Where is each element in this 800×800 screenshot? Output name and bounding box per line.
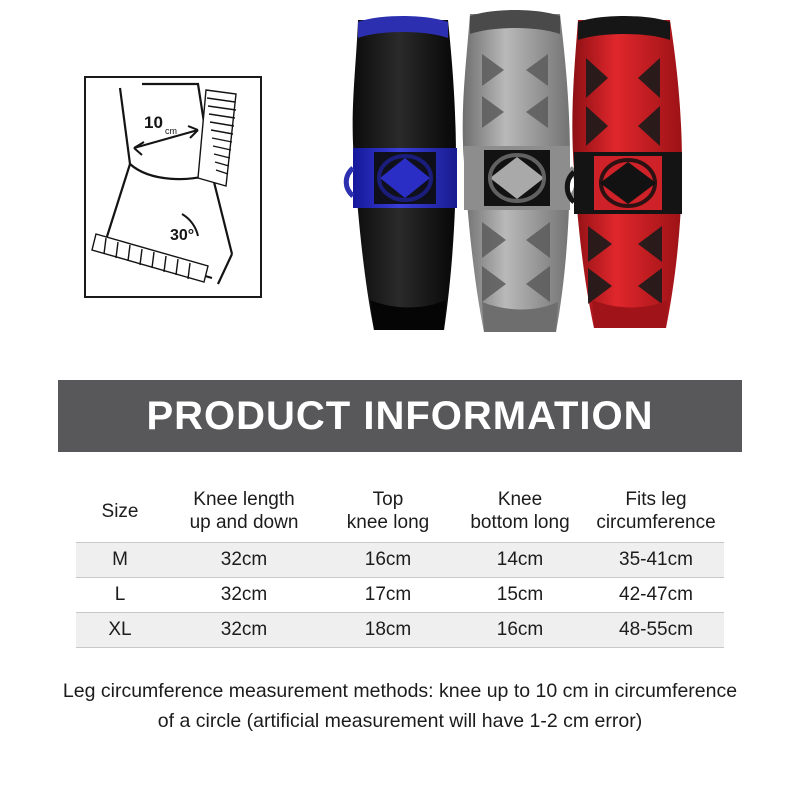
cell-top-knee-long: 16cm: [324, 543, 452, 578]
knee-brace-red: [567, 16, 682, 328]
column-header-knee-bottom-long: [452, 480, 588, 543]
knee-brace-blue: [346, 16, 457, 330]
column-header-fits-leg-line1: Fits leg: [625, 489, 687, 510]
column-header-knee-length: [164, 480, 324, 543]
cell-knee-bottom-long: 14cm: [452, 543, 588, 578]
column-header-size: [76, 480, 164, 543]
cell-fits-leg: 48-55cm: [588, 613, 724, 648]
column-header-top-knee-long: [324, 480, 452, 543]
column-header-knee-length-line2: up and down: [189, 512, 299, 533]
cell-size: M: [76, 543, 164, 578]
page-title: PRODUCT INFORMATION: [146, 393, 654, 438]
cell-size: L: [76, 578, 164, 613]
column-header-top-knee-long-line2: knee long: [346, 512, 430, 533]
knee-brace-images: [340, 0, 700, 360]
cell-fits-leg: 35-41cm: [588, 543, 724, 578]
column-header-knee-length-line1: Knee length: [193, 489, 295, 510]
cell-knee-bottom-long: 16cm: [452, 613, 588, 648]
cell-top-knee-long: 17cm: [324, 578, 452, 613]
footnote-line-1: Leg circumference measurement methods: knee up to 10 cm in circumference: [62, 680, 738, 702]
diagram-measure-unit: cm: [165, 126, 177, 136]
knee-brace-grey: [463, 10, 577, 332]
column-header-fits-leg-circumference: [588, 480, 724, 543]
cell-size: XL: [76, 613, 164, 648]
column-header-size-line1: Size: [101, 500, 139, 522]
diagram-angle-label: 30°: [170, 227, 195, 244]
cell-knee-bottom-long: 15cm: [452, 578, 588, 613]
measurement-diagram: [84, 76, 262, 298]
table-row: [76, 543, 724, 578]
table-header-row: [76, 480, 724, 543]
product-image-area: [0, 0, 800, 372]
cell-knee-length: 32cm: [164, 543, 324, 578]
cell-knee-length: 32cm: [164, 613, 324, 648]
column-header-fits-leg-line2: circumference: [596, 512, 716, 533]
diagram-measure-label: 10: [144, 113, 163, 132]
size-spec-table: [76, 480, 724, 648]
table-row: [76, 613, 724, 648]
column-header-knee-bottom-long-line2: bottom long: [470, 512, 570, 533]
spec-table-wrapper: [76, 480, 724, 648]
cell-fits-leg: 42-47cm: [588, 578, 724, 613]
product-information-banner: [58, 380, 742, 452]
table-row: [76, 578, 724, 613]
footnote-line-2: of a circle (artificial measurement will have 1-2 cm error): [157, 710, 643, 732]
cell-top-knee-long: 18cm: [324, 613, 452, 648]
measurement-footnote: [0, 676, 800, 736]
column-header-knee-bottom-long-line1: Knee: [497, 489, 543, 510]
cell-knee-length: 32cm: [164, 578, 324, 613]
column-header-top-knee-long-line1: Top: [372, 489, 404, 510]
